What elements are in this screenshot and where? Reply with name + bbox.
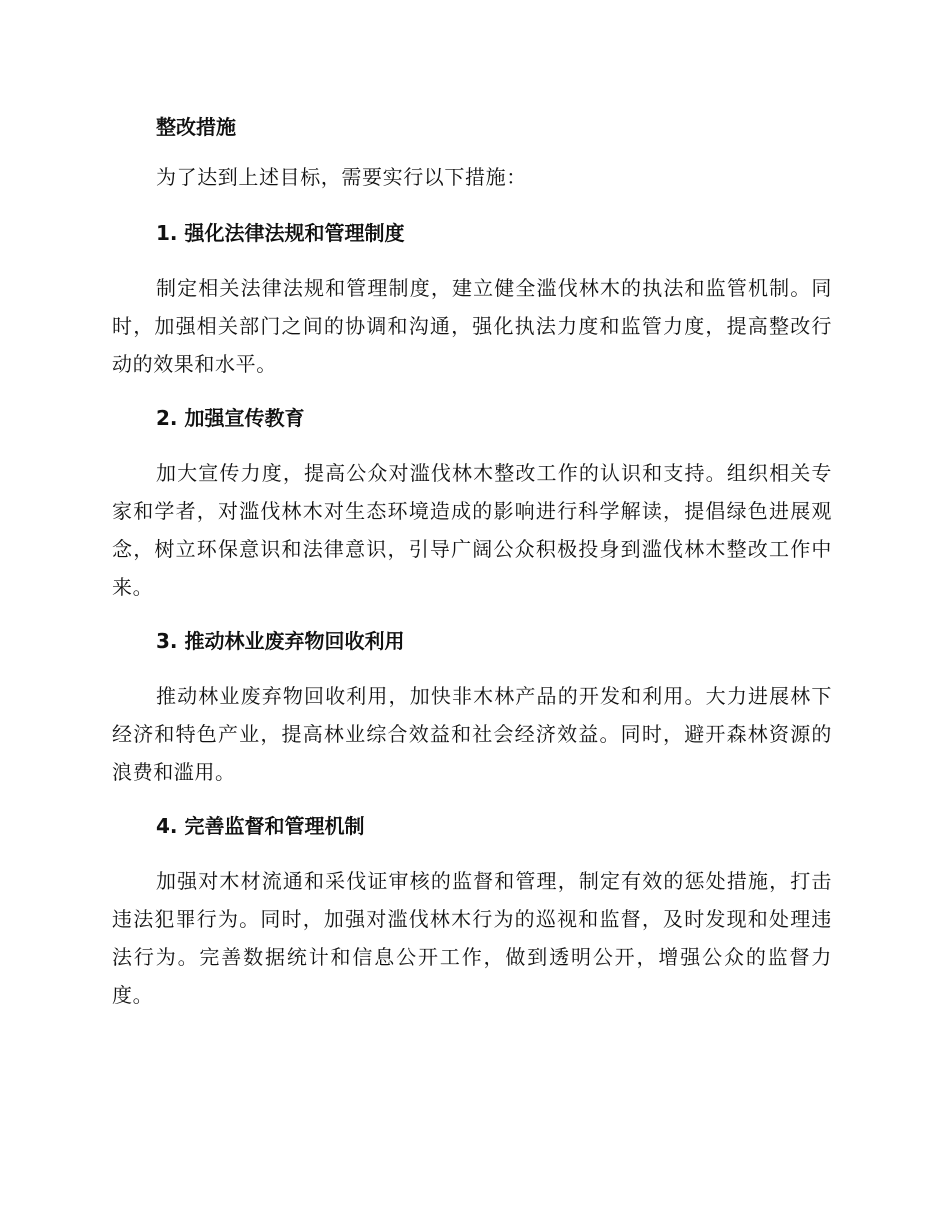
section-heading-2: 2. 加强宣传教育: [156, 406, 305, 430]
section-body-1: 制定相关法律法规和管理制度，建立健全滥伐林木的执法和监管机制。同时，加强相关部门之间的协调和沟通，强化执法力度和监管力度，提高整改行动的效果和水平。: [112, 276, 832, 376]
section-body-2: 加大宣传力度，提高公众对滥伐林木整改工作的认识和支持。组织相关专家和学者，对滥伐林木对生态环境造成的影响进行科学解读，提倡绿色进展观念，树立环保意识和法律意识，引导广阔公众积极投身到滥伐林木整改工作中来。: [112, 461, 832, 599]
document-page: [112, 108, 832, 1030]
page-title: 整改措施: [156, 115, 236, 139]
section-heading-3: 3. 推动林业废弃物回收利用: [156, 629, 405, 653]
intro-paragraph: 为了达到上述目标，需要实行以下措施：: [156, 165, 527, 189]
section-heading-1: 1. 强化法律法规和管理制度: [156, 221, 405, 245]
section-heading-4: 4. 完善监督和管理机制: [156, 814, 365, 838]
section-body-4: 加强对木材流通和采伐证审核的监督和管理，制定有效的惩处措施，打击违法犯罪行为。同时，加强对滥伐林木行为的巡视和监督，及时发现和处理违法行为。完善数据统计和信息公开工作，做到透明公开，增强公众的监督力度。: [112, 869, 832, 1007]
section-body-3: 推动林业废弃物回收利用，加快非木林产品的开发和利用。大力进展林下经济和特色产业，提高林业综合效益和社会经济效益。同时，避开森林资源的浪费和滥用。: [112, 684, 832, 784]
